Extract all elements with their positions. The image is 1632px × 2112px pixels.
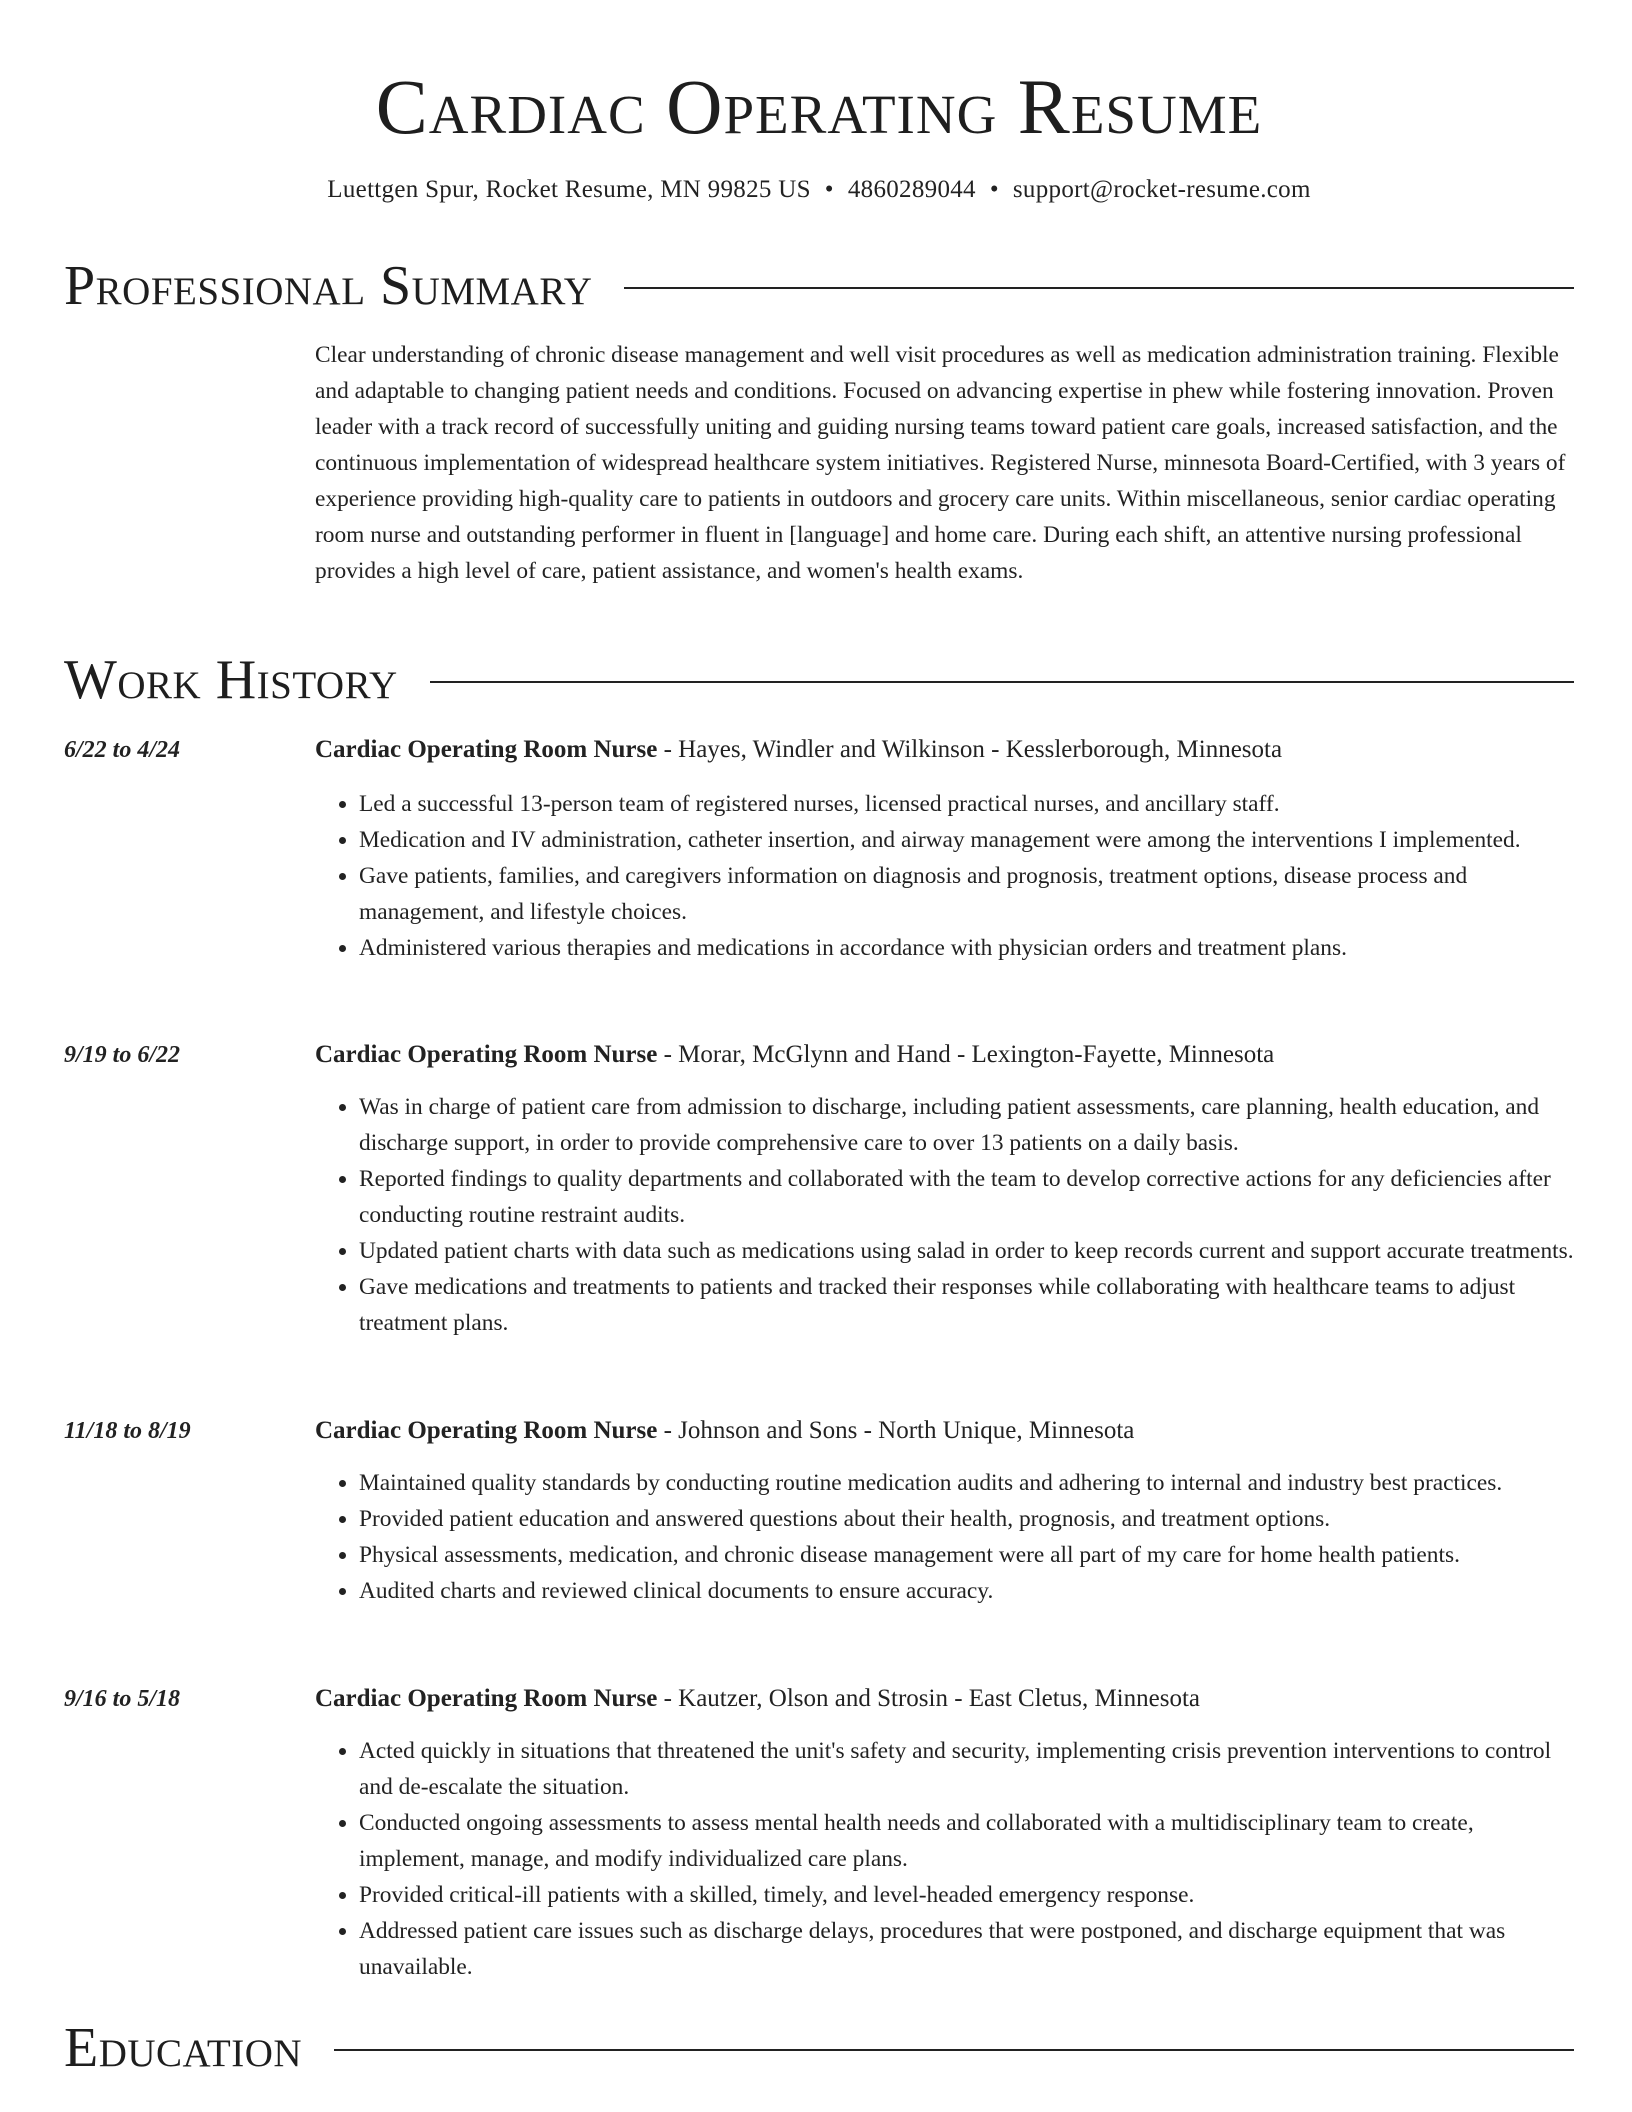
job-heading <box>315 732 1574 768</box>
summary-heading: Professional Summary <box>64 255 593 317</box>
contact-phone: 4860289044 <box>847 176 976 203</box>
job-employer: - Kautzer, Olson and Strosin - East Cletus, Minnesota <box>657 1685 1200 1712</box>
job-bullets <box>315 1465 1574 1609</box>
job-bullet: • Conducted ongoing assessments to assess mental health needs and collaborated with a multidisciplinary team to create, implement, manage, and modify individualized care plans. <box>359 1805 1574 1877</box>
job-bullets <box>315 786 1574 966</box>
job-bullet: • Audited charts and reviewed clinical documents to ensure accuracy. <box>359 1573 1574 1609</box>
job-role: Cardiac Operating Room Nurse <box>315 736 658 763</box>
job-role: Cardiac Operating Room Nurse <box>315 1041 658 1068</box>
job-bullet: • Led a successful 13-person team of registered nurses, licensed practical nurses, and ancillary staff. <box>359 786 1574 822</box>
job-dates: 9/19 to 6/22 <box>64 1042 181 1068</box>
resume-title: Cardiac Operating Resume <box>375 63 1263 150</box>
contact-address: Luettgen Spur, Rocket Resume, MN 99825 US <box>327 176 811 203</box>
job-dates: 11/18 to 8/19 <box>64 1418 191 1444</box>
job-bullet: • Medication and IV administration, catheter insertion, and airway management were among the interventions I implemented. <box>359 822 1574 858</box>
contact-separator: • <box>824 176 834 203</box>
education-heading: Education <box>64 2017 303 2079</box>
section-divider <box>624 287 1574 289</box>
job-heading <box>315 1413 1574 1449</box>
job-bullet: • Was in charge of patient care from admission to discharge, including patient assessments, care planning, health education, and discharge support, in order to provide comprehensive care to over 13 patients on a daily basis. <box>359 1089 1574 1161</box>
job-bullet: • Provided patient education and answered questions about their health, prognosis, and treatment options. <box>359 1501 1574 1537</box>
job-bullet: • Gave patients, families, and caregivers information on diagnosis and prognosis, treatment options, disease process and management, and lifestyle choices. <box>359 858 1574 930</box>
job-bullet: • Reported findings to quality departments and collaborated with the team to develop corrective actions for any deficiencies after conducting routine restraint audits. <box>359 1161 1574 1233</box>
job-role: Cardiac Operating Room Nurse <box>315 1685 658 1712</box>
job-bullet: • Maintained quality standards by conducting routine medication audits and adhering to internal and industry best practices. <box>359 1465 1574 1501</box>
education-section-header <box>64 2016 1574 2080</box>
job-employer: - Morar, McGlynn and Hand - Lexington-Fayette, Minnesota <box>657 1041 1275 1068</box>
job-dates: 6/22 to 4/24 <box>64 737 181 763</box>
contact-email: support@rocket-resume.com <box>1012 176 1311 203</box>
job-employer: - Johnson and Sons - North Unique, Minnesota <box>657 1417 1135 1444</box>
job-bullet: • Addressed patient care issues such as discharge delays, procedures that were postponed, and discharge equipment that was unavailable. <box>359 1913 1574 1985</box>
work-heading: Work History <box>64 649 398 711</box>
job-heading <box>315 1681 1574 1717</box>
work-section-header <box>64 648 1574 712</box>
section-divider <box>430 681 1574 683</box>
job-bullet: • Acted quickly in situations that threatened the unit's safety and security, implementing crisis prevention interventions to control and de-escalate the situation. <box>359 1733 1574 1805</box>
resume-page <box>64 0 1574 2079</box>
job-bullet: • Administered various therapies and medications in accordance with physician orders and treatment plans. <box>359 930 1574 966</box>
contact-separator: • <box>989 176 999 203</box>
summary-text: Clear understanding of chronic disease management and well visit procedures as well as medication administration training. Flexible and adaptable to changing patient needs and conditions. Focused on advancing expertise in phew while fostering innovation. Proven leader with a track record of successfully uniting and guiding nursing teams toward patient care goals, increased satisfaction, and the continuous implementation of widespread healthcare system initiatives. Registered Nurse, minnesota Board-Certified, with 3 years of experience providing high-quality care to patients in outdoors and grocery care units. Within miscellaneous, senior cardiac operating room nurse and outstanding performer in fluent in [language] and home care. During each shift, an attentive nursing professional provides a high level of care, patient assistance, and women's health exams. <box>315 342 1566 584</box>
job-bullet: • Provided critical-ill patients with a skilled, timely, and level-headed emergency response. <box>359 1877 1574 1913</box>
job-bullets <box>315 1733 1574 1985</box>
contact-line <box>64 174 1574 206</box>
job-bullets <box>315 1089 1574 1341</box>
job-role: Cardiac Operating Room Nurse <box>315 1417 658 1444</box>
job-bullet: • Physical assessments, medication, and chronic disease management were all part of my care for home health patients. <box>359 1537 1574 1573</box>
summary-section-header <box>64 254 1574 318</box>
job-bullet: • Gave medications and treatments to patients and tracked their responses while collaborating with healthcare teams to adjust treatment plans. <box>359 1269 1574 1341</box>
job-dates: 9/16 to 5/18 <box>64 1686 181 1712</box>
section-divider <box>334 2049 1574 2051</box>
job-employer: - Hayes, Windler and Wilkinson - Kesslerborough, Minnesota <box>657 736 1283 763</box>
job-heading <box>315 1037 1574 1073</box>
job-bullet: • Updated patient charts with data such as medications using salad in order to keep records current and support accurate treatments. <box>359 1233 1574 1269</box>
